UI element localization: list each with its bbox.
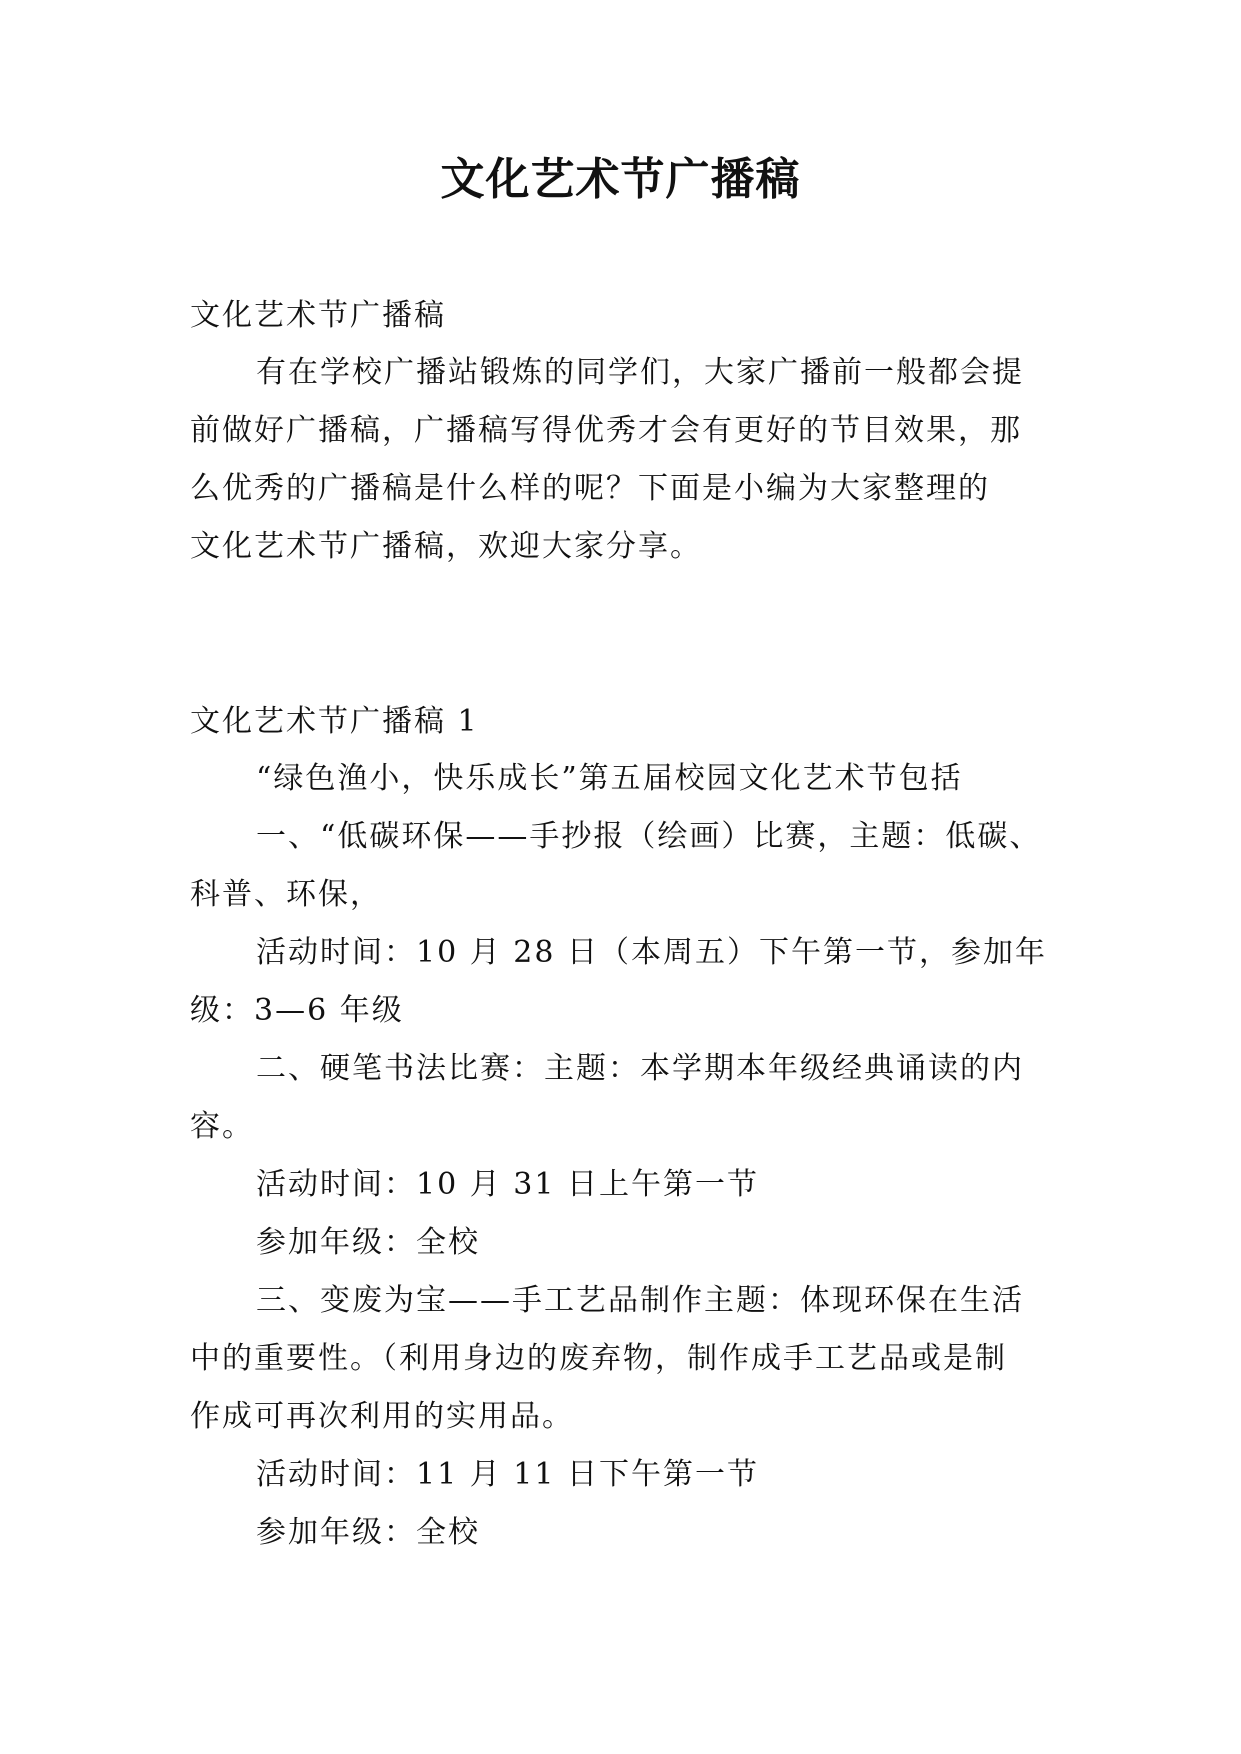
body-line: 一、“低碳环保——手抄报（绘画）比赛，主题：低碳、 xyxy=(256,819,1042,854)
intro-line: 文化艺术节广播稿，欢迎大家分享。 xyxy=(190,529,702,564)
intro-line: 有在学校广播站锻炼的同学们，大家广播前一般都会提 xyxy=(256,355,1024,390)
body-line: 参加年级：全校 xyxy=(256,1515,480,1550)
body-line: “绿色渔小，快乐成长”第五届校园文化艺术节包括 xyxy=(256,761,963,796)
subtitle: 文化艺术节广播稿 xyxy=(190,298,446,333)
body-line: 中的重要性。（利用身边的废弃物，制作成手工艺品或是制 xyxy=(190,1341,1007,1376)
body-line: 级：3—6 年级 xyxy=(190,993,404,1028)
intro-line: 前做好广播稿，广播稿写得优秀才会有更好的节目效果，那 xyxy=(190,413,1022,448)
body-line: 参加年级：全校 xyxy=(256,1225,480,1260)
body-line: 作成可再次利用的实用品。 xyxy=(190,1399,574,1434)
body-line: 活动时间：10 月 31 日上午第一节 xyxy=(256,1167,759,1202)
body-line: 容。 xyxy=(190,1109,254,1144)
intro-line: 么优秀的广播稿是什么样的呢？下面是小编为大家整理的 xyxy=(190,471,990,506)
body-line: 活动时间：10 月 28 日（本周五）下午第一节，参加年 xyxy=(256,935,1047,970)
body-line: 三、变废为宝——手工艺品制作主题：体现环保在生活 xyxy=(256,1283,1024,1318)
body-line: 活动时间：11 月 11 日下午第一节 xyxy=(256,1457,759,1492)
body-line: 二、硬笔书法比赛：主题：本学期本年级经典诵读的内 xyxy=(256,1051,1024,1086)
section-heading: 文化艺术节广播稿 1 xyxy=(190,704,479,739)
body-line: 科普、环保， xyxy=(190,877,382,912)
document-title: 文化艺术节广播稿 xyxy=(440,154,801,205)
